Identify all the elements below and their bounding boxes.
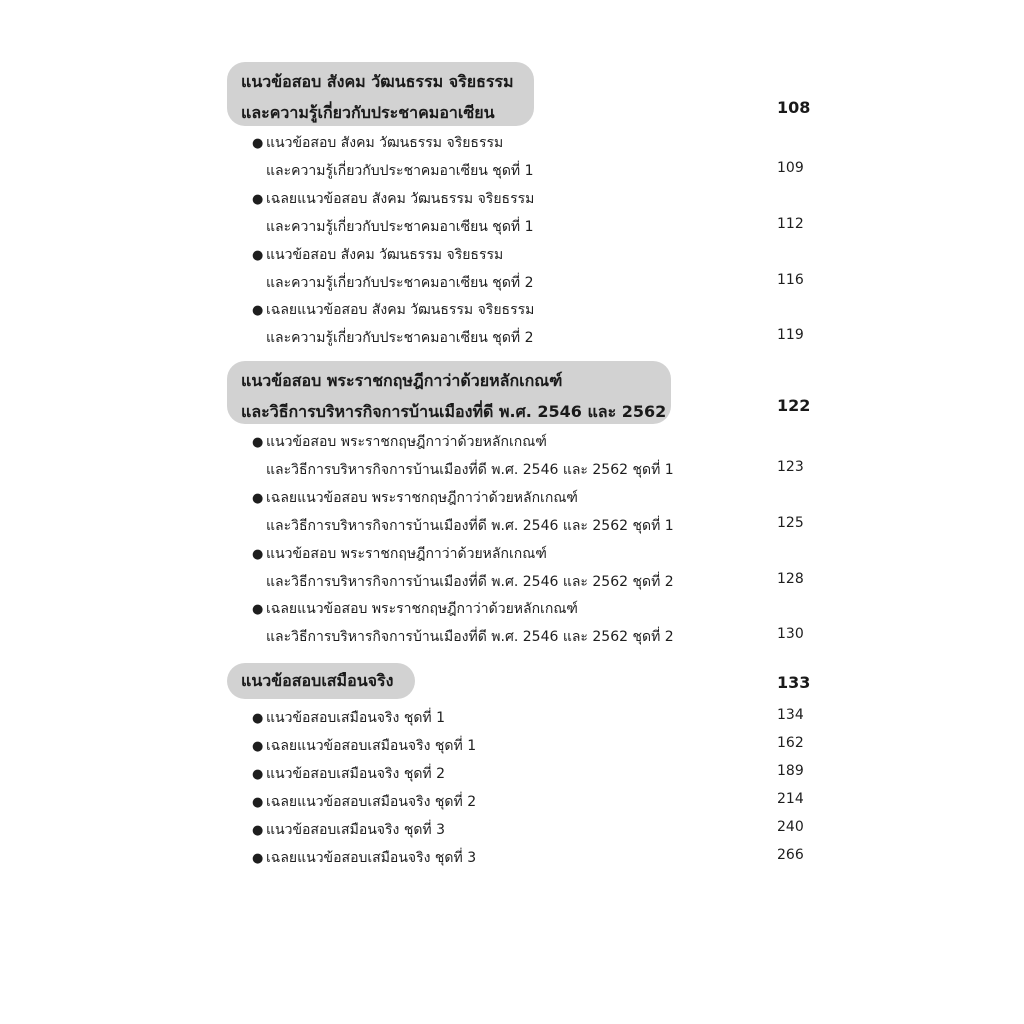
toc-entry bbox=[252, 598, 578, 620]
entry-title-line: เฉลยแนวข้อสอบ พระราชกฤษฎีกาว่าด้วยหลักเกณฑ์ bbox=[266, 490, 578, 506]
entry-title-line: เฉลยแนวข้อสอบเสมือนจริง ชุดที่ 2 bbox=[266, 794, 477, 810]
section-title-line: และความรู้เกี่ยวกับประชาคมอาเซียน bbox=[241, 103, 495, 122]
toc-entry bbox=[252, 543, 547, 565]
entry-title-line: แนวข้อสอบ สังคม วัฒนธรรม จริยธรรม bbox=[266, 247, 504, 263]
entry-title-line: เฉลยแนวข้อสอบ สังคม วัฒนธรรม จริยธรรม bbox=[266, 302, 535, 318]
entry-page-number: 116 bbox=[777, 272, 804, 288]
entry-title-line: แนวข้อสอบเสมือนจริง ชุดที่ 1 bbox=[266, 710, 445, 726]
entry-page-number: 125 bbox=[777, 515, 804, 531]
section-title-line: แนวข้อสอบ สังคม วัฒนธรรม จริยธรรม bbox=[241, 72, 514, 91]
entry-page-number: 119 bbox=[777, 327, 804, 343]
entry-page-number: 112 bbox=[777, 216, 804, 232]
section-heading-box bbox=[227, 62, 534, 126]
toc-entry bbox=[252, 431, 547, 453]
toc-entry bbox=[252, 299, 534, 321]
entry-title-line: เฉลยแนวข้อสอบเสมือนจริง ชุดที่ 1 bbox=[266, 738, 477, 754]
section-page-number: 108 bbox=[777, 98, 811, 117]
section-page-number: 122 bbox=[777, 396, 811, 415]
entry-title-line: และความรู้เกี่ยวกับประชาคมอาเซียน ชุดที่ 1 bbox=[266, 163, 534, 179]
bullet-icon: ● bbox=[252, 602, 264, 617]
toc-entry bbox=[252, 487, 578, 509]
entry-title-line: และวิธีการบริหารกิจการบ้านเมืองที่ดี พ.ศ. 2546 และ 2562 ชุดที่ 1 bbox=[266, 462, 674, 478]
entry-title-line: เฉลยแนวข้อสอบ พระราชกฤษฎีกาว่าด้วยหลักเกณฑ์ bbox=[266, 601, 578, 617]
section-title-line: และวิธีการบริหารกิจการบ้านเมืองที่ดี พ.ศ. 2546 และ 2562 bbox=[241, 402, 667, 421]
toc-entry bbox=[252, 819, 445, 841]
bullet-icon: ● bbox=[252, 303, 264, 318]
bullet-icon: ● bbox=[252, 739, 264, 754]
entry-page-number: 134 bbox=[777, 707, 804, 723]
entry-page-number: 240 bbox=[777, 819, 804, 835]
entry-page-number: 128 bbox=[777, 571, 804, 587]
toc-entry bbox=[252, 791, 476, 813]
bullet-icon: ● bbox=[252, 491, 264, 506]
bullet-icon: ● bbox=[252, 823, 264, 838]
entry-page-number: 130 bbox=[777, 626, 804, 642]
bullet-icon: ● bbox=[252, 136, 264, 151]
entry-page-number: 123 bbox=[777, 459, 804, 475]
toc-entry bbox=[252, 847, 476, 869]
entry-title-line: เฉลยแนวข้อสอบเสมือนจริง ชุดที่ 3 bbox=[266, 850, 477, 866]
bullet-icon: ● bbox=[252, 547, 264, 562]
section-heading-box bbox=[227, 663, 415, 699]
bullet-icon: ● bbox=[252, 192, 264, 207]
toc-entry bbox=[252, 763, 445, 785]
toc-entry bbox=[252, 244, 503, 266]
entry-page-number: 109 bbox=[777, 160, 804, 176]
entry-page-number: 162 bbox=[777, 735, 804, 751]
section-page-number: 133 bbox=[777, 673, 811, 692]
entry-page-number: 189 bbox=[777, 763, 804, 779]
entry-title-line: เฉลยแนวข้อสอบ สังคม วัฒนธรรม จริยธรรม bbox=[266, 191, 535, 207]
entry-page-number: 266 bbox=[777, 847, 804, 863]
entry-title-line: และวิธีการบริหารกิจการบ้านเมืองที่ดี พ.ศ. 2546 และ 2562 ชุดที่ 1 bbox=[266, 518, 674, 534]
entry-title-line: และความรู้เกี่ยวกับประชาคมอาเซียน ชุดที่ 2 bbox=[266, 330, 534, 346]
entry-title-line: และวิธีการบริหารกิจการบ้านเมืองที่ดี พ.ศ. 2546 และ 2562 ชุดที่ 2 bbox=[266, 574, 674, 590]
bullet-icon: ● bbox=[252, 767, 264, 782]
entry-title-line: และความรู้เกี่ยวกับประชาคมอาเซียน ชุดที่ 1 bbox=[266, 219, 534, 235]
entry-title-line: แนวข้อสอบ พระราชกฤษฎีกาว่าด้วยหลักเกณฑ์ bbox=[266, 546, 547, 562]
entry-title-line: แนวข้อสอบเสมือนจริง ชุดที่ 2 bbox=[266, 766, 445, 782]
section-heading-box bbox=[227, 361, 671, 424]
toc-entry bbox=[252, 132, 503, 154]
entry-title-line: และวิธีการบริหารกิจการบ้านเมืองที่ดี พ.ศ. 2546 และ 2562 ชุดที่ 2 bbox=[266, 629, 674, 645]
toc-entry bbox=[252, 188, 534, 210]
entry-title-line: แนวข้อสอบเสมือนจริง ชุดที่ 3 bbox=[266, 822, 445, 838]
entry-title-line: แนวข้อสอบ พระราชกฤษฎีกาว่าด้วยหลักเกณฑ์ bbox=[266, 434, 547, 450]
section-title-line: แนวข้อสอบเสมือนจริง bbox=[241, 671, 394, 690]
bullet-icon: ● bbox=[252, 795, 264, 810]
section-title-line: แนวข้อสอบ พระราชกฤษฎีกาว่าด้วยหลักเกณฑ์ bbox=[241, 371, 563, 390]
toc-entry bbox=[252, 735, 476, 757]
bullet-icon: ● bbox=[252, 435, 264, 450]
entry-title-line: แนวข้อสอบ สังคม วัฒนธรรม จริยธรรม bbox=[266, 135, 504, 151]
bullet-icon: ● bbox=[252, 851, 264, 866]
entry-page-number: 214 bbox=[777, 791, 804, 807]
bullet-icon: ● bbox=[252, 711, 264, 726]
entry-title-line: และความรู้เกี่ยวกับประชาคมอาเซียน ชุดที่ 2 bbox=[266, 275, 534, 291]
toc-entry bbox=[252, 707, 445, 729]
bullet-icon: ● bbox=[252, 248, 264, 263]
